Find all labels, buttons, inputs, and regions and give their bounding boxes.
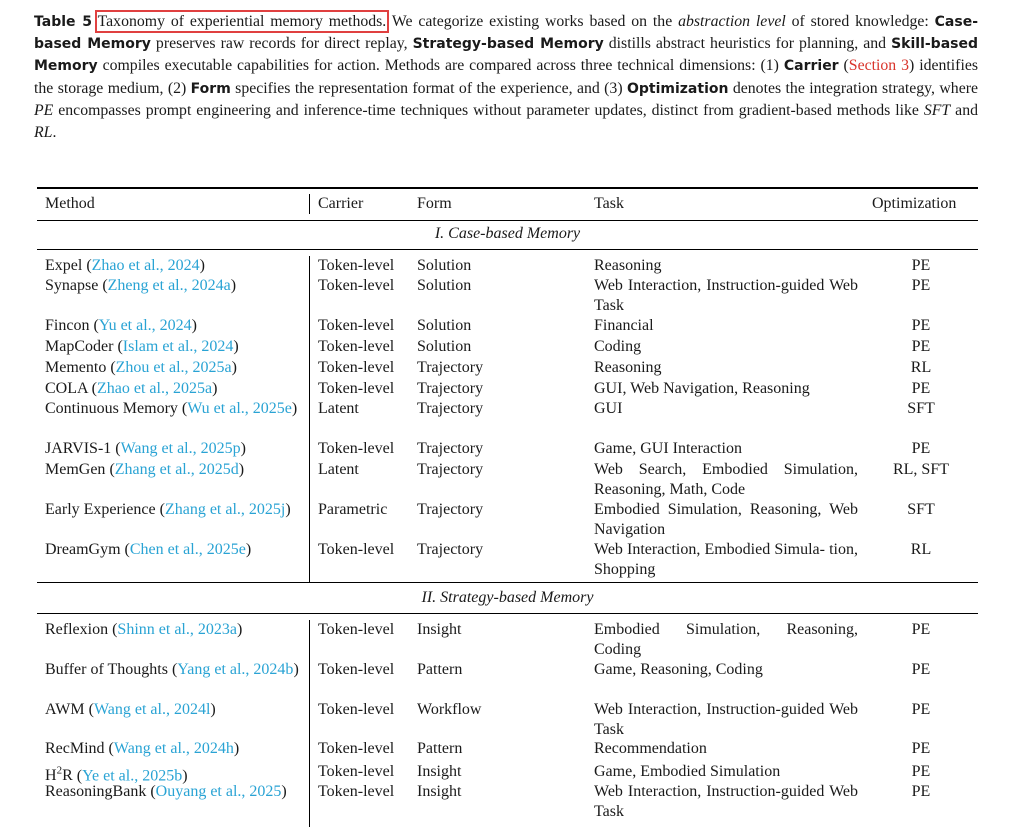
form-cell: Insight bbox=[417, 763, 462, 780]
citation-link[interactable]: Islam et al., 2024 bbox=[122, 338, 234, 355]
section-end-rule bbox=[37, 582, 978, 583]
optimization-cell: PE bbox=[911, 338, 931, 355]
method-name: DreamGym bbox=[45, 541, 121, 558]
section-ref-link[interactable]: Section 3 bbox=[848, 57, 910, 75]
caption-term: RL bbox=[34, 124, 53, 142]
form-cell: Trajectory bbox=[417, 400, 484, 417]
table-label: Table 5 bbox=[34, 14, 93, 30]
method-cell: MapCoder (Islam et al., 2024) bbox=[45, 338, 239, 355]
method-cell: AWM (Wang et al., 2024l) bbox=[45, 701, 216, 718]
header-method: Method bbox=[45, 195, 95, 212]
citation-link[interactable]: Ye et al., 2025b bbox=[82, 767, 183, 785]
citation-link[interactable]: Wu et al., 2025e bbox=[187, 400, 292, 417]
form-cell: Solution bbox=[417, 338, 472, 355]
form-cell: Trajectory bbox=[417, 380, 484, 397]
section-header: I. Case-based Memory bbox=[434, 225, 581, 242]
method-cell: Continuous Memory (Wu et al., 2025e) bbox=[45, 400, 298, 417]
header-task: Task bbox=[594, 195, 624, 212]
form-cell: Insight bbox=[417, 783, 462, 800]
header-carrier: Carrier bbox=[318, 195, 364, 212]
task-cell: Game, Reasoning, Coding bbox=[594, 661, 763, 678]
carrier-cell: Token-level bbox=[318, 317, 395, 334]
method-cell: ReasoningBank (Ouyang et al., 2025) bbox=[45, 783, 287, 800]
carrier-cell: Token-level bbox=[318, 338, 395, 355]
citation-link[interactable]: Zhao et al., 2024 bbox=[91, 257, 200, 274]
citation-link[interactable]: Zhao et al., 2025a bbox=[97, 380, 213, 397]
caption-text: and bbox=[950, 101, 978, 119]
carrier-cell: Token-level bbox=[318, 783, 395, 800]
method-cell: Fincon (Yu et al., 2024) bbox=[45, 317, 197, 334]
method-cell: Synapse (Zheng et al., 2024a) bbox=[45, 277, 237, 294]
carrier-cell: Token-level bbox=[318, 621, 395, 638]
method-name: Memento bbox=[45, 359, 107, 376]
citation-link[interactable]: Zhang et al., 2025d bbox=[114, 461, 239, 478]
caption-term: Optimization bbox=[626, 80, 729, 97]
method-name: MemGen bbox=[45, 461, 106, 478]
form-cell: Pattern bbox=[417, 661, 463, 678]
caption-text: specifies the representation format of the experience, and (3) bbox=[230, 79, 627, 97]
method-name: Expel bbox=[45, 257, 83, 274]
method-cell: $H^2R$ (Ye et al., 2025b) bbox=[45, 765, 188, 785]
caption-text: distills abstract heuristics for planning, and bbox=[603, 35, 892, 53]
caption-term: Form bbox=[190, 80, 231, 97]
optimization-cell: PE bbox=[911, 701, 931, 718]
citation-link[interactable]: Ouyang et al., 2025 bbox=[155, 783, 282, 800]
carrier-cell: Token-level bbox=[318, 380, 395, 397]
table-top-rule bbox=[37, 187, 978, 189]
form-cell: Trajectory bbox=[417, 359, 484, 376]
carrier-cell: Token-level bbox=[318, 277, 395, 294]
method-cell: Expel (Zhao et al., 2024) bbox=[45, 257, 205, 274]
method-cell: Reflexion (Shinn et al., 2023a) bbox=[45, 621, 243, 638]
optimization-cell: PE bbox=[911, 380, 931, 397]
method-name: $H^2R$ bbox=[45, 765, 73, 785]
section-rule bbox=[37, 249, 978, 250]
carrier-cell: Token-level bbox=[318, 359, 395, 376]
optimization-cell: PE bbox=[911, 763, 931, 780]
optimization-cell: SFT bbox=[907, 501, 935, 518]
form-cell: Solution bbox=[417, 257, 472, 274]
citation-link[interactable]: Chen et al., 2025e bbox=[129, 541, 246, 558]
task-cell: Web Interaction, Embodied Simula- tion, Shopping bbox=[594, 541, 858, 578]
method-cell: Memento (Zhou et al., 2025a) bbox=[45, 359, 237, 376]
table-caption bbox=[34, 11, 978, 144]
method-name: Buffer of Thoughts bbox=[45, 661, 168, 678]
citation-link[interactable]: Zheng et al., 2024a bbox=[107, 277, 231, 294]
method-cell: COLA (Zhao et al., 2025a) bbox=[45, 380, 218, 397]
method-name: Fincon bbox=[45, 317, 90, 334]
optimization-cell: PE bbox=[911, 661, 931, 678]
citation-link[interactable]: Zhou et al., 2025a bbox=[115, 359, 232, 376]
task-cell: Financial bbox=[594, 317, 654, 334]
task-cell: Embodied Simulation, Reasoning, Web Navigation bbox=[594, 501, 858, 538]
citation-link[interactable]: Zhang et al., 2025j bbox=[164, 501, 286, 518]
carrier-cell: Token-level bbox=[318, 440, 395, 457]
carrier-cell: Parametric bbox=[318, 501, 388, 518]
carrier-cell: Token-level bbox=[318, 661, 395, 678]
form-cell: Pattern bbox=[417, 740, 463, 757]
caption-term: Case-based Memory bbox=[34, 14, 979, 53]
caption-term: Carrier bbox=[783, 58, 839, 75]
carrier-cell: Latent bbox=[318, 400, 359, 417]
method-name: COLA bbox=[45, 380, 88, 397]
caption-text: ( bbox=[838, 57, 849, 75]
carrier-cell: Token-level bbox=[318, 701, 395, 718]
method-cell: DreamGym (Chen et al., 2025e) bbox=[45, 541, 252, 558]
caption-term: Skill-based Memory bbox=[34, 36, 978, 75]
optimization-cell: PE bbox=[911, 621, 931, 638]
header-rule bbox=[37, 220, 978, 221]
form-cell: Trajectory bbox=[417, 541, 484, 558]
header-optimization: Optimization bbox=[872, 195, 957, 212]
optimization-cell: PE bbox=[911, 740, 931, 757]
task-cell: Coding bbox=[594, 338, 642, 355]
citation-link[interactable]: Yang et al., 2024b bbox=[177, 661, 294, 678]
carrier-cell: Token-level bbox=[318, 257, 395, 274]
column-divider bbox=[309, 256, 310, 582]
method-name: ReasoningBank bbox=[45, 783, 147, 800]
optimization-cell: PE bbox=[911, 440, 931, 457]
optimization-cell: RL, SFT bbox=[892, 461, 949, 478]
citation-link[interactable]: Wang et al., 2024h bbox=[113, 740, 234, 757]
section-header: II. Strategy-based Memory bbox=[421, 589, 594, 606]
carrier-cell: Token-level bbox=[318, 740, 395, 757]
form-cell: Workflow bbox=[417, 701, 482, 718]
method-name: Synapse bbox=[45, 277, 99, 294]
task-cell: Web Interaction, Instruction-guided Web Task bbox=[594, 277, 858, 314]
method-name: JARVIS-1 bbox=[45, 440, 112, 457]
method-name: AWM bbox=[45, 701, 85, 718]
method-name: Reflexion bbox=[45, 621, 109, 638]
task-cell: Web Interaction, Instruction-guided Web Task bbox=[594, 783, 858, 820]
method-name: Early Experience bbox=[45, 501, 156, 518]
citation-link[interactable]: Wang et al., 2024l bbox=[93, 701, 211, 718]
column-divider bbox=[309, 194, 310, 214]
optimization-cell: PE bbox=[911, 317, 931, 334]
optimization-cell: RL bbox=[910, 541, 932, 558]
caption-term: Strategy-based Memory bbox=[412, 36, 604, 53]
citation-link[interactable]: Yu et al., 2024 bbox=[98, 317, 192, 334]
table-title: Taxonomy of experiential memory methods. bbox=[97, 13, 387, 30]
task-cell: Reasoning bbox=[594, 257, 662, 274]
carrier-cell: Token-level bbox=[318, 541, 395, 558]
caption-term: abstraction level bbox=[678, 13, 786, 30]
method-cell: JARVIS-1 (Wang et al., 2025p) bbox=[45, 440, 246, 457]
carrier-cell: Token-level bbox=[318, 763, 395, 780]
citation-link[interactable]: Shinn et al., 2023a bbox=[117, 621, 237, 638]
method-cell: Early Experience (Zhang et al., 2025j) bbox=[45, 501, 291, 518]
optimization-cell: PE bbox=[911, 277, 931, 294]
optimization-cell: SFT bbox=[907, 400, 935, 417]
caption-text: compiles executable capabilities for action. Methods are compared across three technical dimensions: (1) bbox=[97, 57, 784, 75]
task-cell: Reasoning bbox=[594, 359, 662, 376]
optimization-cell: RL bbox=[910, 359, 932, 376]
column-divider bbox=[309, 620, 310, 827]
task-cell: Game, GUI Interaction bbox=[594, 440, 742, 457]
method-cell: Buffer of Thoughts (Yang et al., 2024b) bbox=[45, 661, 299, 678]
citation-link[interactable]: Wang et al., 2025p bbox=[120, 440, 241, 457]
form-cell: Trajectory bbox=[417, 440, 484, 457]
optimization-cell: PE bbox=[911, 257, 931, 274]
caption-text: . bbox=[52, 124, 57, 142]
task-cell: GUI, Web Navigation, Reasoning bbox=[594, 380, 810, 397]
method-name: RecMind bbox=[45, 740, 105, 757]
form-cell: Insight bbox=[417, 621, 462, 638]
task-cell: Web Search, Embodied Simulation, Reasoning, Math, Code bbox=[594, 461, 858, 498]
optimization-cell: PE bbox=[911, 783, 931, 800]
caption-term: PE bbox=[34, 101, 54, 119]
header-form: Form bbox=[417, 195, 452, 212]
form-cell: Solution bbox=[417, 277, 472, 294]
method-name: MapCoder bbox=[45, 338, 114, 355]
form-cell: Solution bbox=[417, 317, 472, 334]
form-cell: Trajectory bbox=[417, 461, 484, 478]
task-cell: Embodied Simulation, Reasoning, Coding bbox=[594, 621, 858, 658]
method-cell: MemGen (Zhang et al., 2025d) bbox=[45, 461, 245, 478]
task-cell: GUI bbox=[594, 400, 623, 417]
caption-text: preserves raw records for direct replay, bbox=[150, 35, 413, 53]
task-cell: Game, Embodied Simulation bbox=[594, 763, 781, 780]
caption-text: ) identifies the storage medium, (2) bbox=[34, 57, 978, 97]
caption-text: denotes the integration strategy, where bbox=[728, 79, 978, 97]
carrier-cell: Latent bbox=[318, 461, 359, 478]
task-cell: Web Interaction, Instruction-guided Web Task bbox=[594, 701, 858, 738]
method-name: Continuous Memory bbox=[45, 400, 178, 417]
caption-text: encompasses prompt engineering and inference-time techniques without parameter updates, distinct from gradient-based methods like bbox=[53, 101, 924, 119]
task-cell: Recommendation bbox=[594, 740, 707, 757]
section-rule bbox=[37, 613, 978, 614]
method-cell: RecMind (Wang et al., 2024h) bbox=[45, 740, 240, 757]
caption-term: SFT bbox=[923, 101, 951, 119]
form-cell: Trajectory bbox=[417, 501, 484, 518]
caption-text: of stored knowledge: bbox=[785, 13, 935, 30]
caption-text: We categorize existing works based on the bbox=[386, 13, 679, 30]
